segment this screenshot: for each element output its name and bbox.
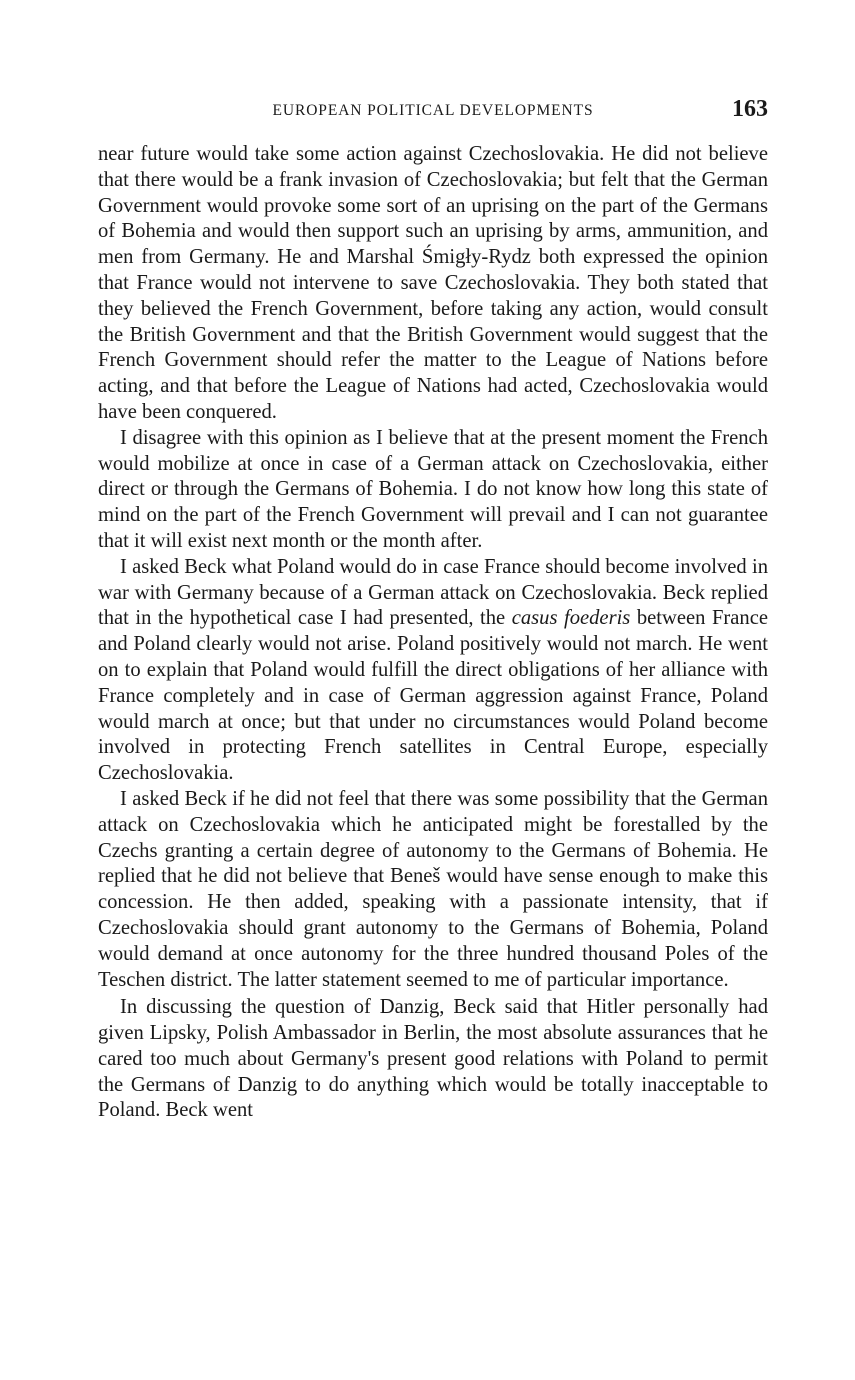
page-number: 163 xyxy=(732,96,768,122)
paragraph-text: I asked Beck what Poland would do in case France should become involved in war with Germany because of a German attack on Czechoslovakia. Beck replied that in the hypothetical case I had presented, the xyxy=(98,555,768,630)
body-text xyxy=(98,142,768,1124)
paragraph-continued: near future would take some action against Czechoslovakia. He did not believe that there would be a frank invasion of Czechoslovakia; but felt that the German Government would provoke some sort of an uprising on the part of the Germans of Bohemia and would then support such an uprising by arms, ammunition, and men from Germany. He and Marshal Śmigły-Rydz both expressed the opinion that France would not intervene to save Czechoslovakia. They both stated that they believed the French Government, before taking any action, would consult the British Government and that the British Government would suggest that the French Government should refer the matter to the League of Nations before acting, and that before the League of Nations had acted, Czechoslovakia would have been conquered. xyxy=(98,143,768,423)
italic-phrase: casus foederis xyxy=(511,607,631,630)
running-head xyxy=(98,96,768,126)
paragraph-text: between France and Poland clearly would not arise. Poland positively would not march. He went on to explain that Poland would fulfill the direct obligations of her alliance with France completely and in case of German aggression against France, Poland would march at once; but that under no circumstances would Poland become involved in protecting French satellites in Central Europe, especially Czechoslovakia. xyxy=(98,607,768,785)
paragraph: In discussing the question of Danzig, Beck said that Hitler personally had given Lipsky, Polish Ambassador in Berlin, the most absolute assurances that he cared too much about Germany's present good relations with Poland to permit the Germans of Danzig to do anything which would be totally inacceptable to Poland. Beck went xyxy=(98,996,768,1122)
paragraph: I asked Beck if he did not feel that there was some possibility that the German attack on Czechoslovakia which he anticipated might be forestalled by the Czechs granting a certain degree of autonomy to the Germans of Bohemia. He replied that he did not believe that Beneš would have sense enough to make this concession. He then added, speaking with a passionate intensity, that if Czechoslovakia should grant autonomy to the Germans of Bohemia, Poland would demand at once autonomy for the three hundred thousand Poles of the Teschen district. The latter statement seemed to me of particular importance. xyxy=(98,787,768,991)
paragraph: I disagree with this opinion as I believe that at the present moment the French would mobilize at once in case of a German attack on Czechoslovakia, either direct or through the Germans of Bohemia. I do not know how long this state of mind on the part of the French Government will prevail and I can not guarantee that it will exist next month or the month after. xyxy=(98,426,768,552)
paragraph xyxy=(98,555,768,787)
running-title: EUROPEAN POLITICAL DEVELOPMENTS xyxy=(272,102,594,119)
